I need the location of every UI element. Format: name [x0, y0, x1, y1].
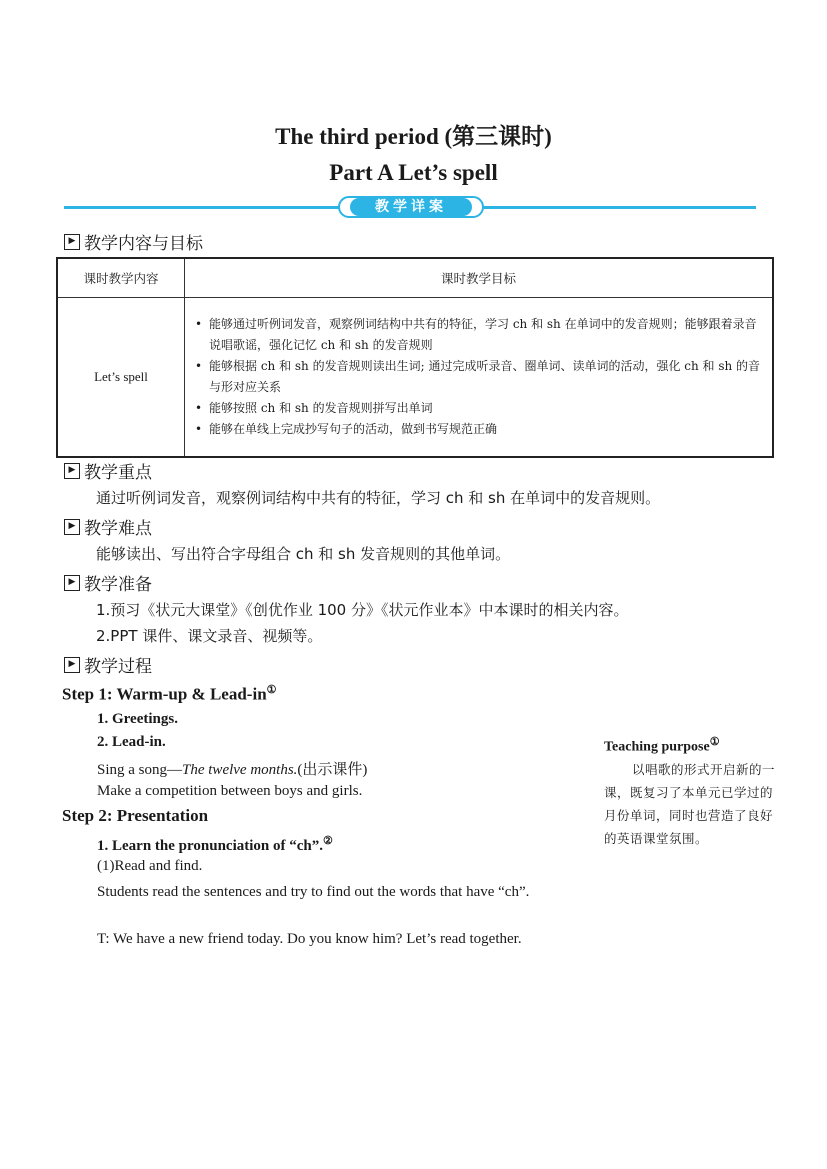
step1-title-text: Step 1: Warm-up & Lead-in — [62, 684, 267, 704]
play-triangle-icon: ▶ — [64, 519, 80, 535]
section-heading-difficult-points — [64, 514, 152, 539]
sing-suffix: (出示课件) — [297, 762, 368, 778]
sing-prefix: Sing a song— — [97, 762, 183, 778]
table-cell-content: Let’s spell — [57, 298, 185, 458]
step2-students-text: Students read the sentences and try to find out the words that have “ch”. — [97, 884, 530, 900]
side-note-text: 以唱歌的形式开启新的一课，既复习了本单元已学过的月份单词，同时也营造了良好的英语课堂氛围。 — [604, 762, 776, 846]
section-heading-preparation — [64, 570, 152, 595]
step1-title — [62, 683, 277, 705]
section-label: 教学重点 — [84, 463, 152, 483]
key-points-text: 通过听例词发音，观察例词结构中共有的特征，学习 ch 和 sh 在单词中的发音规则。 — [96, 489, 661, 507]
footnote-mark: ② — [323, 835, 333, 847]
step2-item1-text: 1. Learn the pronunciation of “ch”. — [97, 838, 323, 854]
banner-line-right — [482, 206, 756, 209]
section-label: 教学过程 — [84, 657, 152, 677]
step1-sing-line — [97, 758, 367, 779]
step2-read-find: (1)Read and find. — [97, 858, 203, 874]
footnote-mark: ① — [266, 684, 277, 696]
goals-table — [56, 257, 774, 458]
step2-item1 — [97, 834, 333, 855]
step1-competition: Make a competition between boys and girls. — [97, 783, 363, 799]
banner-label: 教学详案 — [350, 198, 472, 216]
step2-teacher-text: T: We have a new friend today. Do you know him? Let’s read together. — [97, 931, 522, 947]
play-triangle-icon: ▶ — [64, 657, 80, 673]
goal-item: • 能够在单线上完成抄写句子的活动，做到书写规范正确 — [187, 419, 764, 440]
section-label: 教学准备 — [84, 575, 152, 595]
banner-line-left — [64, 206, 340, 209]
side-note-title-text: Teaching purpose — [604, 739, 710, 755]
section-heading-content-goals — [64, 229, 203, 254]
play-triangle-icon: ▶ — [64, 234, 80, 250]
play-triangle-icon: ▶ — [64, 463, 80, 479]
preparation-item: 1.预习《状元大课堂》《创优作业 100 分》《状元作业本》中本课时的相关内容。 — [96, 601, 629, 619]
song-title: The twelve months. — [182, 762, 298, 778]
step1-item-leadin: 2. Lead-in. — [97, 734, 166, 750]
page-subtitle: Part A Let’s spell — [329, 160, 498, 185]
goal-item: • 能够按照 ch 和 sh 的发音规则拼写出单词 — [187, 398, 764, 419]
difficult-points-text: 能够读出、写出符合字母组合 ch 和 sh 发音规则的其他单词。 — [96, 545, 511, 563]
goal-item: • 能够通过听例词发音，观察例词结构中共有的特征，学习 ch 和 sh 在单词中的发音规则；能够跟着录音说唱歌谣，强化记忆 ch 和 sh 的发音规则 — [187, 314, 764, 356]
footnote-mark: ① — [709, 736, 720, 748]
section-label: 教学内容与目标 — [84, 234, 203, 254]
section-label: 教学难点 — [84, 519, 152, 539]
table-header-goals: 课时教学目标 — [185, 258, 774, 298]
goal-item: • 能够根据 ch 和 sh 的发音规则读出生词; 通过完成听录音、圈单词、读单词的活动，强化 ch 和 sh 的音与形对应关系 — [187, 356, 764, 398]
preparation-item: 2.PPT 课件、课文录音、视频等。 — [96, 627, 323, 645]
goal-list — [187, 314, 764, 440]
step1-item-greetings: 1. Greetings. — [97, 711, 178, 727]
step2-title: Step 2: Presentation — [62, 806, 209, 825]
page-title: The third period (第三课时) — [275, 124, 552, 149]
section-heading-key-points — [64, 458, 152, 483]
table-cell-goals — [185, 298, 774, 458]
table-header-content: 课时教学内容 — [57, 258, 185, 298]
play-triangle-icon: ▶ — [64, 575, 80, 591]
section-heading-process — [64, 652, 152, 677]
side-note-title — [604, 735, 720, 756]
